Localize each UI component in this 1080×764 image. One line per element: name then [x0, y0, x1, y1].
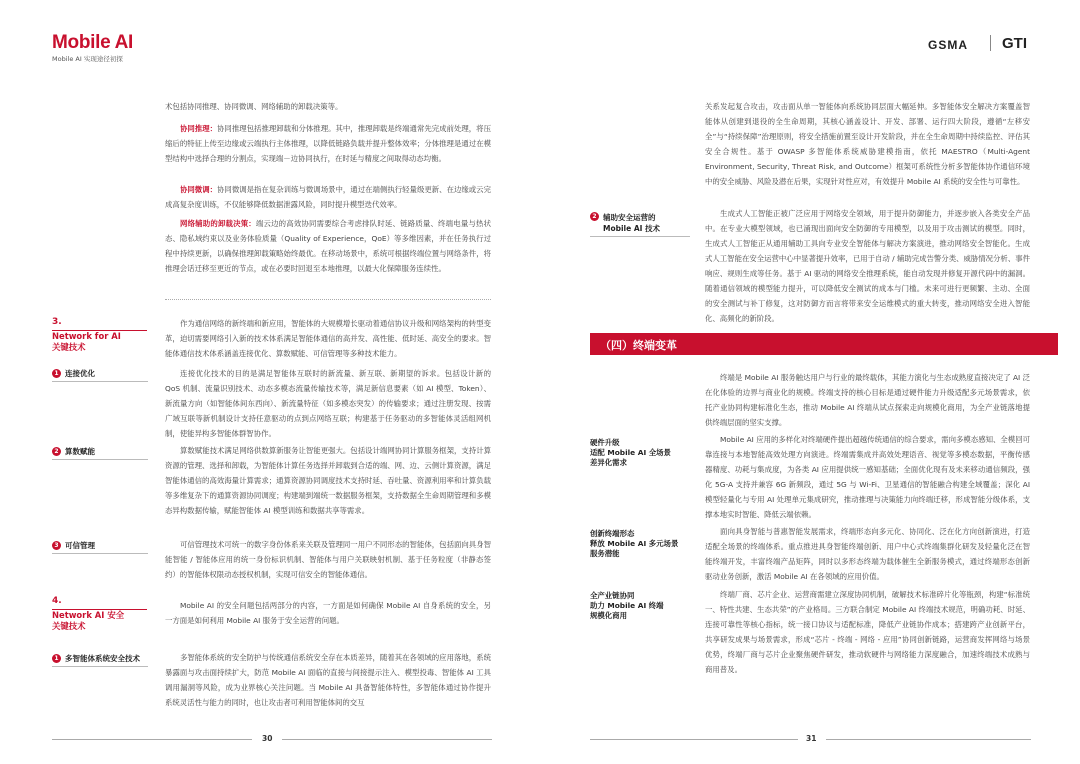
- page-number-left: 30: [262, 734, 273, 743]
- subsection-rule: [52, 459, 148, 460]
- terminal-intro: 终端是 Mobile AI 服务触达用户与行业的最终载体，其能力演化与生态成熟度直接决定了 AI 泛在化体验的边界与商业化的规模。终端支持的核心目标是通过硬件能力升级适配多元场景需求，依托产业协同构建标准化生态，推动 Mobile AI 终端从试点探索走向规模化商用，为全产业链落地提供终端层面的坚实支撑。: [705, 373, 1030, 427]
- side-label-form-factor: [590, 529, 690, 559]
- side-label-line: 规模化商用: [590, 611, 627, 620]
- section-3-title-line1: Network for AI: [52, 331, 121, 341]
- subsection-multi-agent-security: [52, 653, 148, 667]
- subsection-rule: [52, 553, 148, 554]
- page-number-right: 31: [806, 734, 817, 743]
- subsection-rule: [52, 381, 148, 382]
- offload-decision-keyword: 网络辅助的卸载决策：: [180, 219, 256, 228]
- section-divider: [165, 299, 491, 300]
- side-label-hardware: [590, 438, 690, 468]
- section-3-title-line2: 关键技术: [52, 342, 86, 352]
- right-continuation: 关系发起复合攻击，攻击面从单一智能体向系统协同层面大幅延伸。多智能体安全解决方案覆盖智能体从创建到退役的全生命周期，其核心涵盖设计、开发、部署、运行四大阶段，遵循“左移安全”与“持续保障”治理原则，将安全措施前置至设计开发阶段，并在全生命周期中持续监控、评估其安全合规性。基于 OWASP 多智能体系统威胁建模指南，依托 MAESTRO（Multi-Agent Environment, Security, Threat Risk, and Outcome）框架可系统性分析多智能体协作通信环境中的安全威胁、风险及潜在后果，实现针对性应对，有效提升 Mobile AI 系统的安全性与可靠性。: [705, 102, 1030, 186]
- collab-inference-para: [165, 121, 491, 166]
- offload-decision-para: [165, 216, 491, 276]
- compute-enable-text: 算数赋能技术满足网络供数算新服务让智能更强大。包括设计端网协同计算服务框架，支持计算资源的管理、选择和卸载，为智能体计算任务选择并卸载到合适的端、网、边、云侧计算资源，满足智能体通信的高效海量计算需求；通算资源协同调度技术支持时延、吞吐量、资源利用率和计算负载等多维复杂下的通算资源协同调度；构建端到端统一数据服务框架，支持数据全生命周期管理和多模态异构数据传输，赋能智能体 AI 模型训练和数据共享等需求。: [165, 446, 491, 515]
- subsection-compute-enable: [52, 446, 148, 460]
- number-badge: 1: [52, 654, 61, 663]
- hardware-text: Mobile AI 应用的多样化对终端硬件提出超越传统通信的综合要求，需向多模态感知、全模回可靠连接与本地智能高效处理方向演进。终端需集成并高效处理语音、视觉等多模态数据，平衡传感器精度、功耗与集成度，为各类 AI 应用提供统一感知基础；全面优化现有及未来移动通信频段，强化 5G-A 支持并兼容 6G 新频段，通过 5G 与 Wi-Fi、卫星通信的智能融合构建全域覆盖；深化 AI 模型轻量化与专用 AI 处理单元集成研究，推动推理与决策能力向终端迁移，形成智能分级体系，支撑本地实时智能、降低云端依赖。: [705, 435, 1030, 519]
- subsection-connection-opt: [52, 368, 148, 382]
- number-badge: 2: [590, 212, 599, 221]
- subsection-trust-mgmt: [52, 540, 148, 554]
- side-label-line: 助力 Mobile AI 终端: [590, 601, 664, 610]
- collab-finetune-text: 协同微调是指在复杂训练与微调场景中，通过在端侧执行轻量级更新、在边缘或云完成高复杂度训练，不仅能够降低数据泄露风险，同时提升模型迭代效率。: [165, 185, 491, 209]
- side-label-line: 释放 Mobile AI 多元场景: [590, 539, 679, 548]
- section-4-intro: Mobile AI 的安全问题包括两部分的内容，一方面是如何确保 Mobile AI 自身系统的安全，另一方面是如何利用 Mobile AI 服务于安全运营的问题。: [165, 601, 491, 625]
- footer-rule-right: [282, 739, 492, 740]
- collab-finetune-para: [165, 182, 491, 212]
- brand-logo: Mobile AI: [52, 32, 134, 53]
- connection-opt-text: 连接优化技术的目的是满足智能体互联时的新流量、新互联、新期望的诉求。包括设计新的 QoS 机制、流量识别技术、动态多模态流量传输技术等，满足新信息要素（如 AI 模型、Token）、新流量方向（如智能体间东西向）、新流量特征（如多模态突发）的传输要求；通过注册发现、按需广域互联等新机制设计支持任意驱动的点到点网络互联；构建基于任务驱动的多智能体灵活组网机制，使能异构多智能体群智协作。: [165, 369, 491, 438]
- footer-rule-right: [826, 739, 1031, 740]
- section-4-title-line2: 关键技术: [52, 621, 86, 631]
- logo-divider: [990, 35, 991, 51]
- subsection-rule: [52, 666, 148, 667]
- side-label-line: 服务潜能: [590, 549, 620, 558]
- subsection-security-ops: [590, 212, 690, 237]
- side-label-industry: [590, 591, 690, 621]
- section-4-number: 4.: [52, 596, 62, 606]
- trust-mgmt-text: 可信管理技术可统一的数字身份体系来关联及管理同一用户不同形态的智能体，包括面向具身智能智能 / 智能体应用的统一身份标识机制、智能体与用户关联映射机制、基于任务粒度（非静态签约）的智能体权限动态授权机制，实现可信安全的智能体通信。: [165, 540, 491, 579]
- subsection-label: 多智能体系统安全技术: [65, 654, 140, 663]
- subsection-label-line1: 辅助安全运营的: [603, 213, 656, 222]
- collab-finetune-keyword: 协同微调：: [180, 185, 218, 194]
- subsection-label: 连接优化: [65, 369, 95, 378]
- section-3-intro: 作为通信网络的新终端和新应用，智能体的大规模增长驱动着通信协议升级和网络架构的转型变革，迫切需要网络引入新的技术体系满足智能体通信的高并发、高性能、低时延、高安全的要求。智能体通信技术体系涵盖连接优化、算数赋能、可信管理等多种技术能力。: [165, 319, 491, 358]
- subsection-label: 可信管理: [65, 541, 95, 550]
- gsma-logo: GSMA: [928, 38, 968, 52]
- gti-logo: GTI: [1002, 35, 1027, 52]
- section-4-title-line1: Network AI 安全: [52, 610, 125, 620]
- collab-inference-text: 协同推理包括推理卸载和分体推理。其中，推理卸载是终端通常先完成前处理，将压缩后的特征上传至边缘或云端执行主体推理，以降低链路负载并提升整体效率；分体推理是通过在模型结构中选择合理的分割点，实现端－边协同执行，在时延与精度之间取得动态均衡。: [165, 124, 491, 163]
- security-ops-text: 生成式人工智能正被广泛应用于网络安全领域，用于提升防御能力，并逐步嵌入各类安全产品中。在专业大模型领域，也已涌现出面向安全防御的专用模型，以及用于攻击测试的模型。同时，生成式人工智能正从通用辅助工具向专业安全智能体与解决方案演进，推动网络安全智能化。生成式人工智能在安全运营中心中显著提升效率，已用于自动 / 辅助完成告警分类、威胁情况分析、事件响应、规则生成等任务。基于 AI 驱动的网络安全推理系统，能自动发现并修复开源代码中的漏洞。随着通信领域的模型能力提升，可以降低安全测试的成本与门槛。未来可进行更频繁、主动、全面的安全测试与补丁修复，这对防御方而言将带来安全运维模式的重大转变，推动网络安全进入智能化、高频化的新阶段。: [705, 209, 1030, 323]
- industry-text: 终端厂商、芯片企业、运营商需建立深度协同机制，破解技术标准碎片化等瓶颈，构建“标准统一、特性共建、生态共荣”的产业格局。三方联合制定 Mobile AI 终端技术规范，明确功耗、时延、连接可靠性等核心指标，统一接口协议与适配标准，降低产业链协作成本；搭建跨产业创新平台，共享研发成果与场景需求，形成“芯片 - 终端 - 网络 - 应用”协同创新链路，运营商发挥网络与场景优势，终端厂商与芯片企业聚焦硬件研发，推动软硬件与网络能力深度融合，加速终端技术成熟与商用普及。: [705, 590, 1030, 674]
- form-factor-text: 面向具身智能与普惠智能发展需求，终端形态向多元化、协同化、泛在化方向创新演进，打造适配全场景的终端体系。重点推进具身智能终端创新、用户中心式终端集群化研发及轻量化泛在智能终端开发，丰富终端产品矩阵，同时以多形态终端为载体催生全新服务模式，通过终端形态创新驱动业务创新，激活 Mobile AI 在各领域的应用价值。: [705, 527, 1030, 581]
- brand-subtitle: Mobile AI 实现途径初探: [52, 55, 123, 63]
- side-label-line: 硬件升级: [590, 438, 620, 447]
- section-banner-title: （四）终端变革: [600, 339, 677, 352]
- subsection-rule: [590, 236, 690, 237]
- footer-rule-left: [590, 739, 798, 740]
- section-3-heading: [52, 316, 148, 353]
- subsection-label: 算数赋能: [65, 447, 95, 456]
- left-intro: 术包括协同推理、协同微调、网络辅助的卸载决策等。: [165, 102, 343, 111]
- side-label-line: 适配 Mobile AI 全场景: [590, 448, 671, 457]
- side-label-line: 差异化需求: [590, 458, 627, 467]
- section-3-number: 3.: [52, 317, 62, 327]
- number-badge: 1: [52, 369, 61, 378]
- section-4-heading: [52, 595, 148, 632]
- footer-rule-left: [52, 739, 252, 740]
- side-label-line: 创新终端形态: [590, 529, 635, 538]
- multi-agent-security-text: 多智能体系统的安全防护与传统通信系统安全存在本质差异，随着其在各领域的应用落地，系统暴露面与攻击面持续扩大，防范 Mobile AI 面临的直接与间接提示注入、模型投毒、智能体 AI 工具调用漏洞等风险，成为业界核心关注问题。当 Mobile AI 具备智能体特性，多智能体通过协作提升系统灵活性与能力的同时，也让攻击者可利用智能体间的交互: [165, 653, 491, 707]
- offload-decision-text: 端云边的高效协同需要综合考虑排队时延、链路质量、终端电量与热状态、隐私域约束以及业务体验质量（Quality of Experience，QoE）等多维因素，并在任务执行过程中持续更新，以确保推理卸载策略始终最优。在移动场景中，系统可根据终端位置与网络条件，将推理会话迁移至更近的节点，或在必要时回退至本地推理，以最大化保障服务连续性。: [165, 219, 491, 273]
- side-label-line: 全产业链协同: [590, 591, 635, 600]
- number-badge: 3: [52, 541, 61, 550]
- subsection-label-line2: Mobile AI 技术: [603, 224, 661, 233]
- collab-inference-keyword: 协同推理：: [180, 124, 218, 133]
- number-badge: 2: [52, 447, 61, 456]
